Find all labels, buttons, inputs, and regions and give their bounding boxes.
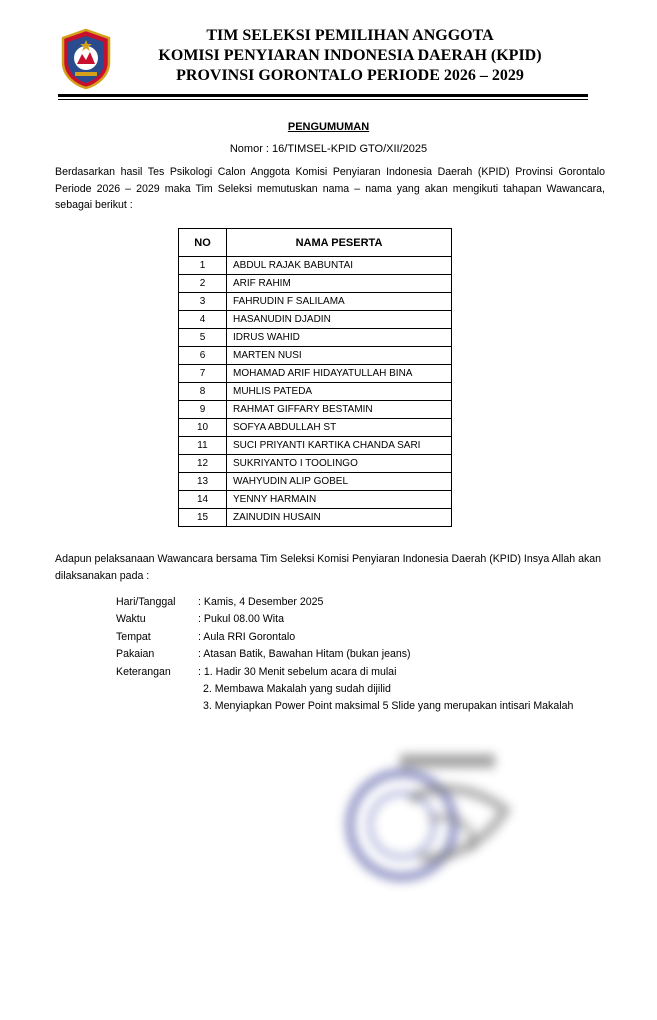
letterhead-title xyxy=(125,26,575,86)
row-number: 5 xyxy=(179,329,227,347)
row-number: 2 xyxy=(179,275,227,293)
column-header-no: NO xyxy=(179,229,227,257)
row-number: 6 xyxy=(179,347,227,365)
table-row xyxy=(179,329,452,347)
participant-name: SUCI PRIYANTI KARTIKA CHANDA SARI xyxy=(227,437,452,455)
detail-row-tempat xyxy=(116,629,573,646)
detail-continuation: 3. Menyiapkan Power Point maksimal 5 Slide yang merupakan intisari Makalah xyxy=(203,700,574,713)
row-number: 8 xyxy=(179,383,227,401)
detail-value: : Kamis, 4 Desember 2025 xyxy=(198,596,324,608)
row-number: 12 xyxy=(179,455,227,473)
detail-row-keterangan xyxy=(116,664,573,681)
announcement-number: Nomor : 16/TIMSEL-KPID GTO/XII/2025 xyxy=(229,143,428,155)
detail-row-waktu xyxy=(116,611,573,628)
letterhead-line-2: KOMISI PENYIARAN INDONESIA DAERAH (KPID) xyxy=(158,47,542,64)
official-stamp-icon xyxy=(340,740,530,890)
participant-name: WAHYUDIN ALIP GOBEL xyxy=(227,473,452,491)
participant-name: FAHRUDIN F SALILAMA xyxy=(227,293,452,311)
row-number: 1 xyxy=(179,257,227,275)
participant-name: ABDUL RAJAK BABUNTAI xyxy=(227,257,452,275)
detail-label: Keterangan xyxy=(116,665,171,678)
row-number: 10 xyxy=(179,419,227,437)
letterhead-divider xyxy=(58,94,588,97)
participant-name: MUHLIS PATEDA xyxy=(227,383,452,401)
table-row xyxy=(179,365,452,383)
detail-value: : Aula RRI Gorontalo xyxy=(198,630,296,643)
row-number: 9 xyxy=(179,401,227,419)
participant-name: YENNY HARMAIN xyxy=(227,491,452,509)
letterhead-line-1: TIM SELEKSI PEMILIHAN ANGGOTA xyxy=(206,27,494,44)
announcement-intro: Berdasarkan hasil Tes Psikologi Calon Anggota Komisi Penyiaran Indonesia Daerah (KPID) Provinsi Gorontalo Periode 2026 – 2029 maka Tim Seleksi memutuskan nama – nama yang akan mengikuti tahapan Wawancara, sebagai berikut : xyxy=(55,166,605,211)
table-row xyxy=(179,347,452,365)
announcement-title: PENGUMUMAN xyxy=(287,121,370,133)
detail-continuation: 2. Membawa Makalah yang sudah dijilid xyxy=(203,683,391,696)
detail-label: Hari/Tanggal xyxy=(116,596,176,608)
participant-name: MARTEN NUSI xyxy=(227,347,452,365)
detail-label: Pakaian xyxy=(116,648,155,661)
participant-name: RAHMAT GIFFARY BESTAMIN xyxy=(227,401,452,419)
table-header-row xyxy=(179,229,452,257)
detail-row-hari xyxy=(116,594,573,611)
column-header-nama: NAMA PESERTA xyxy=(227,229,452,257)
table-row xyxy=(179,275,452,293)
row-number: 3 xyxy=(179,293,227,311)
schedule-details xyxy=(116,594,573,716)
participant-name: ZAINUDIN HUSAIN xyxy=(227,509,452,527)
detail-value: : Atasan Batik, Bawahan Hitam (bukan jeans) xyxy=(198,648,411,661)
table-row xyxy=(179,383,452,401)
table-row xyxy=(179,311,452,329)
table-row xyxy=(179,491,452,509)
table-row xyxy=(179,455,452,473)
schedule-intro: Adapun pelaksanaan Wawancara bersama Tim Seleksi Komisi Penyiaran Indonesia Daerah (KPID) Insya Allah akan dilaksanakan pada : xyxy=(55,553,602,582)
table-row xyxy=(179,293,452,311)
row-number: 4 xyxy=(179,311,227,329)
row-number: 15 xyxy=(179,509,227,527)
participant-name: SOFYA ABDULLAH ST xyxy=(227,419,452,437)
participant-name: MOHAMAD ARIF HIDAYATULLAH BINA xyxy=(227,365,452,383)
letterhead xyxy=(55,22,588,98)
table-row xyxy=(179,257,452,275)
row-number: 14 xyxy=(179,491,227,509)
table-row xyxy=(179,509,452,527)
detail-row-pakaian xyxy=(116,646,573,663)
detail-value: : 1. Hadir 30 Menit sebelum acara di mulai xyxy=(198,665,397,678)
participant-name: IDRUS WAHID xyxy=(227,329,452,347)
row-number: 11 xyxy=(179,437,227,455)
table-row xyxy=(179,437,452,455)
kpid-logo-icon xyxy=(59,28,113,90)
detail-value: : Pukul 08.00 Wita xyxy=(198,613,284,626)
table-row xyxy=(179,419,452,437)
participant-name: HASANUDIN DJADIN xyxy=(227,311,452,329)
letterhead-divider-thin xyxy=(58,99,588,100)
detail-label: Waktu xyxy=(116,613,146,626)
table-row xyxy=(179,473,452,491)
row-number: 7 xyxy=(179,365,227,383)
table-row xyxy=(179,401,452,419)
participants-table xyxy=(178,228,452,527)
detail-label: Tempat xyxy=(116,630,151,643)
participant-name: ARIF RAHIM xyxy=(227,275,452,293)
letterhead-line-3: PROVINSI GORONTALO PERIODE 2026 – 2029 xyxy=(176,67,524,84)
row-number: 13 xyxy=(179,473,227,491)
participant-name: SUKRIYANTO I TOOLINGO xyxy=(227,455,452,473)
